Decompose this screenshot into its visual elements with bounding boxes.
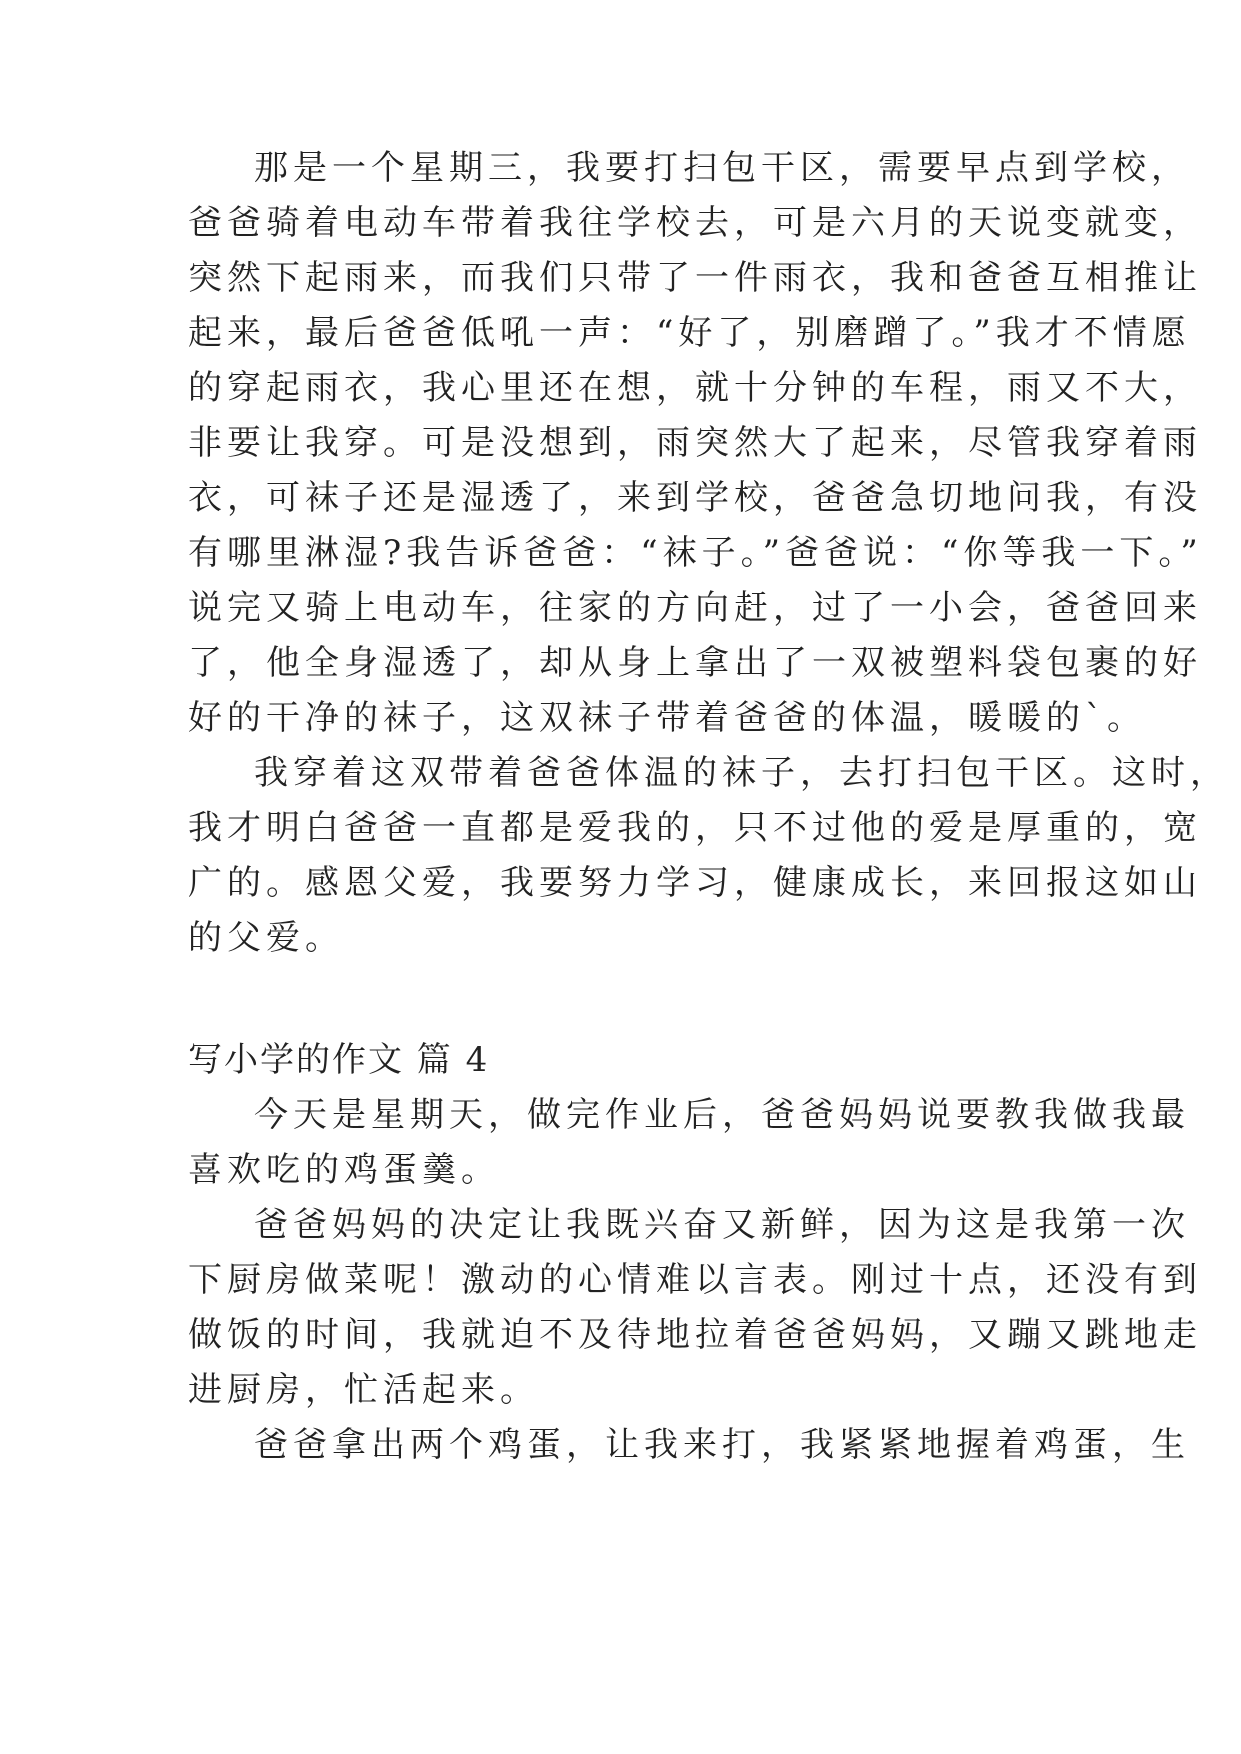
paragraph-1-line-7: 衣，可袜子还是湿透了，来到学校，爸爸急切地问我，有没 [188,478,1202,518]
paragraph-2-line-3: 广的。感恩父爱，我要努力学习，健康成长，来回报这如山 [188,863,1202,903]
paragraph-4-line-1: 爸爸妈妈的决定让我既兴奋又新鲜，因为这是我第一次 [254,1205,1190,1245]
paragraph-1-line-3: 突然下起雨来，而我们只带了一件雨衣，我和爸爸互相推让 [188,258,1202,298]
paragraph-2-line-1: 我穿着这双带着爸爸体温的袜子，去打扫包干区。这时， [254,753,1229,793]
section-title: 写小学的作文 篇 4 [188,1040,490,1080]
paragraph-1-line-5: 的穿起雨衣，我心里还在想，就十分钟的车程，雨又不大， [188,368,1202,408]
paragraph-5-line-1: 爸爸拿出两个鸡蛋，让我来打，我紧紧地握着鸡蛋，生 [254,1425,1190,1465]
paragraph-3-line-2: 喜欢吃的鸡蛋羹。 [188,1150,500,1190]
paragraph-4-line-4: 进厨房，忙活起来。 [188,1370,539,1410]
paragraph-4-line-2: 下厨房做菜呢！激动的心情难以言表。刚过十点，还没有到 [188,1260,1202,1300]
paragraph-1-line-2: 爸爸骑着电动车带着我往学校去，可是六月的天说变就变， [188,203,1202,243]
paragraph-1-line-4: 起来，最后爸爸低吼一声：“好了，别磨蹭了。”我才不情愿 [188,313,1191,353]
paragraph-2-line-2: 我才明白爸爸一直都是爱我的，只不过他的爱是厚重的，宽 [188,808,1202,848]
paragraph-2-line-4: 的父爱。 [188,918,344,958]
paragraph-1-line-8: 有哪里淋湿?我告诉爸爸：“袜子。”爸爸说：“你等我一下。” [188,533,1203,573]
paragraph-3-line-1: 今天是星期天，做完作业后，爸爸妈妈说要教我做我最 [254,1095,1190,1135]
paragraph-1-line-9: 说完又骑上电动车，往家的方向赶，过了一小会，爸爸回来 [188,588,1202,628]
paragraph-1-line-6: 非要让我穿。可是没想到，雨突然大了起来，尽管我穿着雨 [188,423,1202,463]
paragraph-1-line-10: 了，他全身湿透了，却从身上拿出了一双被塑料袋包裹的好 [188,643,1202,683]
paragraph-1-line-11: 好的干净的袜子，这双袜子带着爸爸的体温，暖暖的`。 [188,698,1146,738]
paragraph-4-line-3: 做饭的时间，我就迫不及待地拉着爸爸妈妈，又蹦又跳地走 [188,1315,1202,1355]
paragraph-1-line-1: 那是一个星期三，我要打扫包干区，需要早点到学校， [254,148,1190,188]
